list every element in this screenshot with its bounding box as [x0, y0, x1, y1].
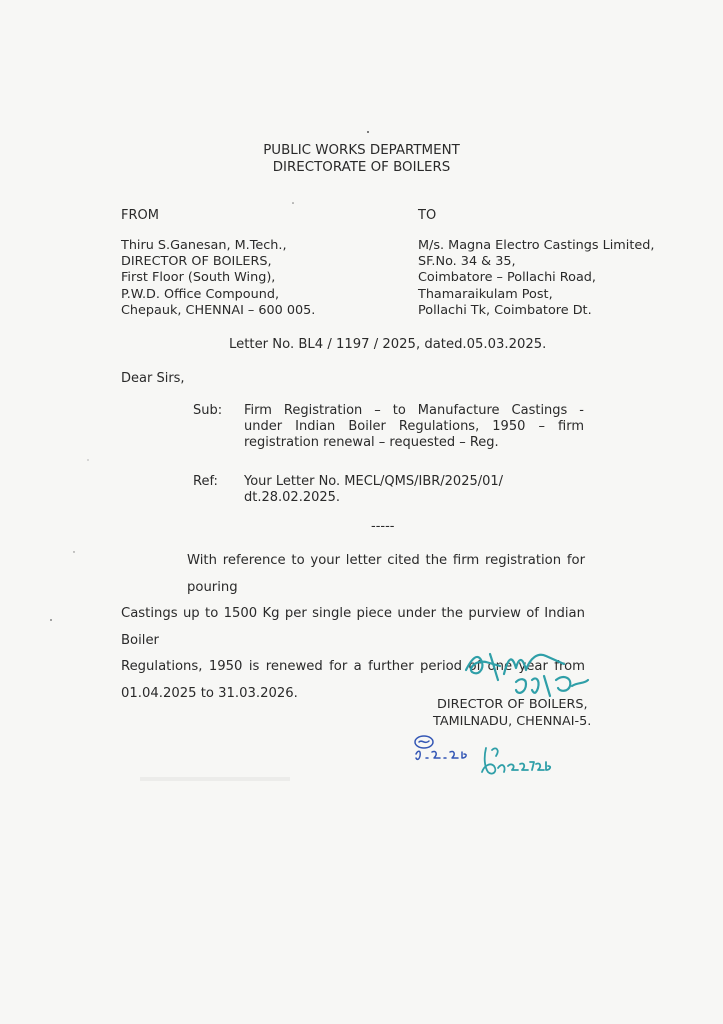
blue-initial-mark [412, 732, 480, 772]
reference-line: dt.28.02.2025. [244, 490, 341, 505]
from-address-line: Chepauk, CHENNAI – 600 005. [121, 302, 316, 318]
letter-number: Letter No. BL4 / 1197 / 2025, dated.05.03.2025. [229, 337, 547, 352]
to-address-line: Thamaraikulam Post, [418, 286, 553, 302]
reference-text [244, 474, 503, 506]
body-line: 01.04.2025 to 31.03.2026. [121, 685, 298, 701]
subject-text [244, 403, 584, 451]
from-address [121, 238, 315, 319]
to-label: TO [418, 208, 437, 223]
to-address-line: M/s. Magna Electro Castings Limited, [418, 238, 655, 253]
to-address [418, 238, 654, 319]
subject-line: Firm Registration – to Manufacture Castings - [244, 403, 584, 418]
to-address-line: SF.No. 34 & 35, [418, 254, 516, 270]
body-line: With reference to your letter cited the firm registration for pouring [187, 553, 585, 595]
to-address-line: Pollachi Tk, Coimbatore Dt. [418, 302, 592, 318]
signatory-title: DIRECTOR OF BOILERS, [437, 697, 588, 712]
to-address-line: Coimbatore – Pollachi Road, [418, 270, 596, 286]
body-line: Castings up to 1500 Kg per single piece under the purview of Indian Boiler [121, 606, 585, 648]
reference-line: Your Letter No. MECL/QMS/IBR/2025/01/ [244, 474, 504, 489]
subject-label: Sub: [193, 403, 223, 418]
from-address-line: P.W.D. Office Compound, [121, 286, 280, 302]
teal-initial-mark [478, 742, 558, 784]
from-address-line: Thiru S.Ganesan, M.Tech., [121, 238, 287, 253]
director-signature [460, 640, 610, 705]
subject-line: registration renewal – requested – Reg. [244, 435, 499, 450]
subject-line: under Indian Boiler Regulations, 1950 – firm [244, 419, 584, 434]
signatory-location: TAMILNADU, CHENNAI-5. [433, 714, 592, 729]
reference-label: Ref: [193, 474, 218, 489]
header-directorate: DIRECTORATE OF BOILERS [272, 160, 451, 175]
body-line: Regulations, 1950 is renewed for a further period of one year from [121, 659, 585, 674]
salutation: Dear Sirs, [121, 371, 185, 386]
from-address-line: DIRECTOR OF BOILERS, [121, 254, 272, 270]
header-department: PUBLIC WORKS DEPARTMENT [263, 143, 460, 158]
from-label: FROM [121, 208, 159, 223]
separator: ----- [371, 519, 395, 534]
from-address-line: First Floor (South Wing), [121, 270, 276, 286]
